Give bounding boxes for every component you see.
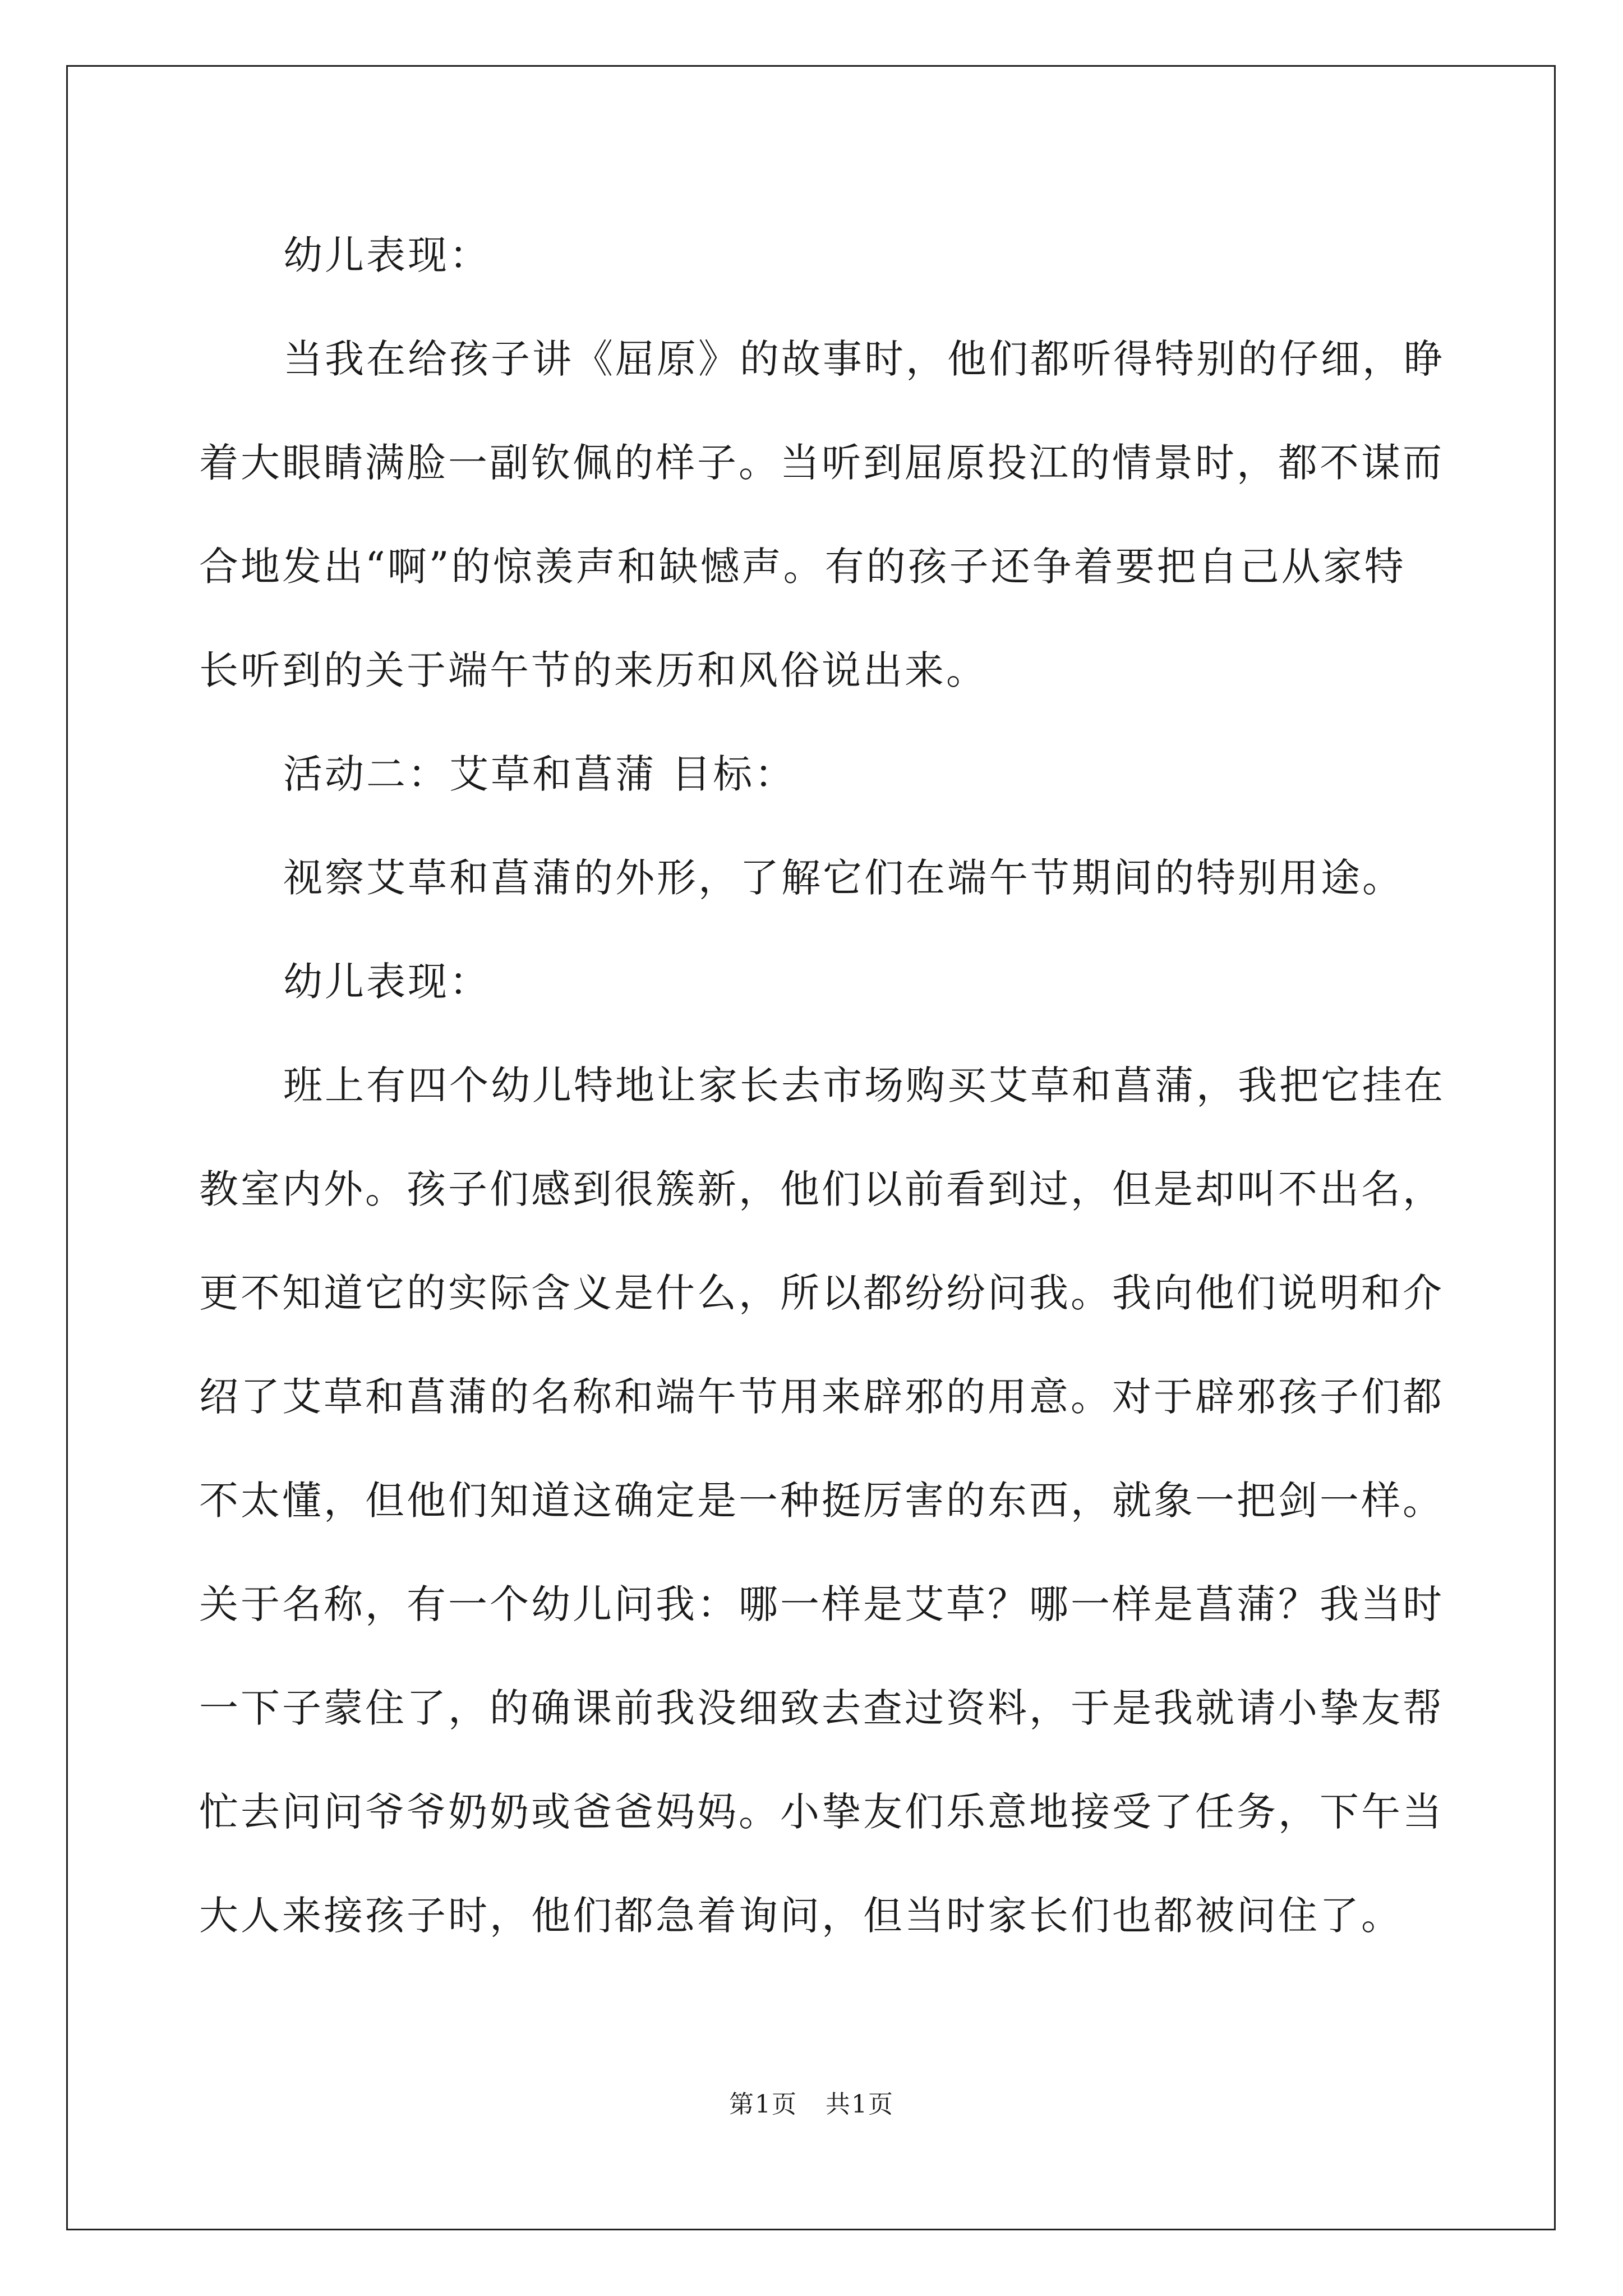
text-line: 一下子蒙住了，的确课前我没细致去查过资料，于是我就请小挚友帮	[199, 1685, 1444, 1731]
text-line: 教室内外。孩子们感到很簇新，他们以前看到过，但是却叫不出名，	[199, 1166, 1444, 1212]
text-line: 班上有四个幼儿特地让家长去市场购买艾草和菖蒲，我把它挂在	[283, 1062, 1445, 1108]
page-footer	[0, 2084, 1623, 2120]
text-line: 不太懂，但他们知道这确定是一种挺厉害的东西，就象一把剑一样。	[199, 1478, 1444, 1524]
text-line: 着大眼睛满脸一副钦佩的样子。当听到屈原投江的情景时，都不谋而	[199, 440, 1444, 486]
paragraph-heading: 幼儿表现：	[283, 959, 491, 1005]
text-line: 大人来接孩子时，他们都急着询问，但当时家长们也都被问住了。	[199, 1893, 1403, 1939]
text-line: 当我在给孩子讲《屈原》的故事时，他们都听得特别的仔细，睁	[283, 336, 1445, 382]
page-total: 共1页	[826, 2090, 894, 2119]
text-line: 长听到的关于端午节的来历和风俗说出来。	[199, 647, 988, 693]
page-number: 第1页	[729, 2090, 797, 2119]
text-line: 更不知道它的实际含义是什么，所以都纷纷问我。我向他们说明和介	[199, 1270, 1444, 1316]
activity-heading: 活动二：艾草和菖蒲 目标：	[283, 751, 796, 797]
text-line: 绍了艾草和菖蒲的名称和端午节用来辟邪的用意。对于辟邪孩子们都	[199, 1374, 1444, 1420]
text-line: 视察艾草和菖蒲的外形，了解它们在端午节期间的特别用途。	[283, 855, 1404, 901]
paragraph-heading: 幼儿表现：	[283, 232, 491, 278]
text-line: 合地发出“啊”的惊羡声和缺憾声。有的孩子还争着要把自己从家特	[199, 544, 1406, 590]
text-line: 忙去问问爷爷奶奶或爸爸妈妈。小挚友们乐意地接受了任务，下午当	[199, 1789, 1444, 1835]
text-line: 关于名称，有一个幼儿问我：哪一样是艾草？哪一样是菖蒲？我当时	[199, 1581, 1444, 1627]
